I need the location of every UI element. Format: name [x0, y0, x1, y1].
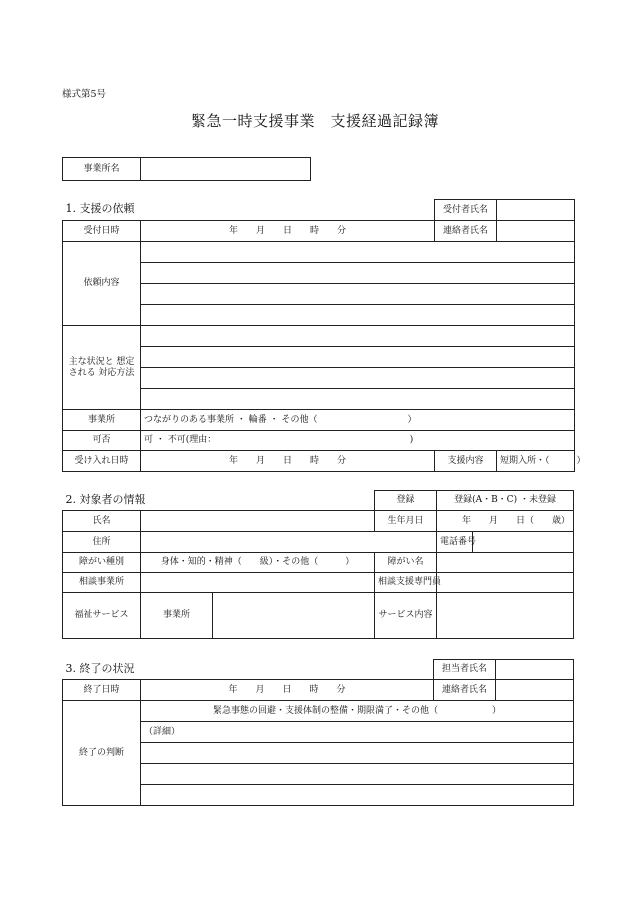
- section-2-heading: 2. 対象者の情報: [65, 492, 146, 506]
- situation-line[interactable]: [141, 347, 575, 368]
- office-name-table: [62, 157, 311, 181]
- phone-label: 電話番号: [437, 532, 473, 553]
- receiver-name-field[interactable]: [497, 200, 575, 221]
- reception-datetime-field[interactable]: 年 月 日 時 分: [141, 221, 435, 242]
- request-line[interactable]: [141, 263, 575, 284]
- request-line[interactable]: [141, 305, 575, 326]
- staff-name-label: 担当者氏名: [434, 660, 496, 680]
- office-label: 事業所: [63, 410, 141, 431]
- registration-options[interactable]: 登録(A・B・C) ・未登録: [437, 491, 574, 511]
- end-datetime-field[interactable]: 年 月 日 時 分: [141, 680, 434, 701]
- section-1-table: [62, 199, 586, 472]
- form-number: 様式第5号: [62, 89, 107, 100]
- end-contact-name-label: 連絡者氏名: [434, 680, 496, 701]
- name-label: 氏名: [63, 511, 141, 532]
- details-field[interactable]: （詳細）: [141, 722, 574, 743]
- section-1-heading: 1. 支援の依頼: [65, 202, 135, 216]
- acceptance-date-label: 受け入れ日時: [63, 451, 141, 472]
- staff-name-field[interactable]: [496, 660, 574, 680]
- name-field[interactable]: [141, 511, 375, 532]
- address-field[interactable]: [141, 532, 437, 553]
- situation-line[interactable]: [141, 326, 575, 347]
- end-date-label: 終了日時: [63, 680, 141, 701]
- details-line[interactable]: [141, 785, 574, 806]
- consult-office-field[interactable]: [141, 573, 375, 593]
- office-name-field[interactable]: [141, 158, 311, 181]
- support-content-label: 支援内容: [435, 451, 497, 472]
- request-line[interactable]: [141, 284, 575, 305]
- consult-office-label: 相談事業所: [63, 573, 141, 593]
- support-content-options[interactable]: 短期入所・（ ）: [497, 451, 575, 472]
- phone-field[interactable]: [473, 532, 574, 553]
- page-title: 緊急一時支援事業 支援経過記録簿: [190, 112, 439, 130]
- receiver-name-label: 受付者氏名: [435, 200, 497, 221]
- office-options[interactable]: つながりのある事業所 ・ 輪番 ・ その他（ ）: [141, 410, 575, 431]
- birthdate-field[interactable]: 年 月 日（ 歳）: [437, 511, 574, 532]
- reception-date-label: 受付日時: [63, 221, 141, 242]
- end-reason-options[interactable]: 緊急事態の回避・支援体制の整備・期限満了・その他（ ）: [141, 701, 574, 722]
- disability-type-label: 障がい種別: [63, 553, 141, 573]
- request-line[interactable]: [141, 242, 575, 263]
- welfare-office-label: 事業所: [141, 593, 213, 639]
- situation-line[interactable]: [141, 368, 575, 389]
- section-2-table: [62, 490, 574, 639]
- welfare-service-label: 福祉サービス: [63, 593, 141, 639]
- contact-name-field[interactable]: [497, 221, 575, 242]
- section-3-table: [62, 659, 574, 806]
- situation-label: 主な状況と 想定される 対応方法: [63, 326, 141, 410]
- disability-name-label: 障がい名: [375, 553, 437, 573]
- details-line[interactable]: [141, 743, 574, 764]
- registration-label: 登録: [375, 491, 437, 511]
- welfare-office-field[interactable]: [213, 593, 375, 639]
- end-judgment-label: 終了の判断: [63, 701, 141, 806]
- disability-name-field[interactable]: [437, 553, 574, 573]
- office-name-label: 事業所名: [63, 158, 141, 181]
- consult-staff-field[interactable]: [437, 573, 574, 593]
- situation-line[interactable]: [141, 389, 575, 410]
- availability-options[interactable]: 可 ・ 不可(理由： ): [141, 431, 575, 451]
- request-content-label: 依頼内容: [63, 242, 141, 326]
- address-label: 住所: [63, 532, 141, 553]
- service-content-label: サービス内容: [375, 593, 437, 639]
- availability-label: 可否: [63, 431, 141, 451]
- birthdate-label: 生年月日: [375, 511, 437, 532]
- details-line[interactable]: [141, 764, 574, 785]
- end-contact-name-field[interactable]: [496, 680, 574, 701]
- acceptance-datetime-field[interactable]: 年 月 日 時 分: [141, 451, 435, 472]
- section-3-heading: 3. 終了の状況: [65, 661, 135, 675]
- contact-name-label: 連絡者氏名: [435, 221, 497, 242]
- disability-type-options[interactable]: 身体・知的・精神（ 級）・その他（ ）: [141, 553, 375, 573]
- service-content-field[interactable]: [437, 593, 574, 639]
- consult-staff-label: 相談支援専門員: [375, 573, 437, 593]
